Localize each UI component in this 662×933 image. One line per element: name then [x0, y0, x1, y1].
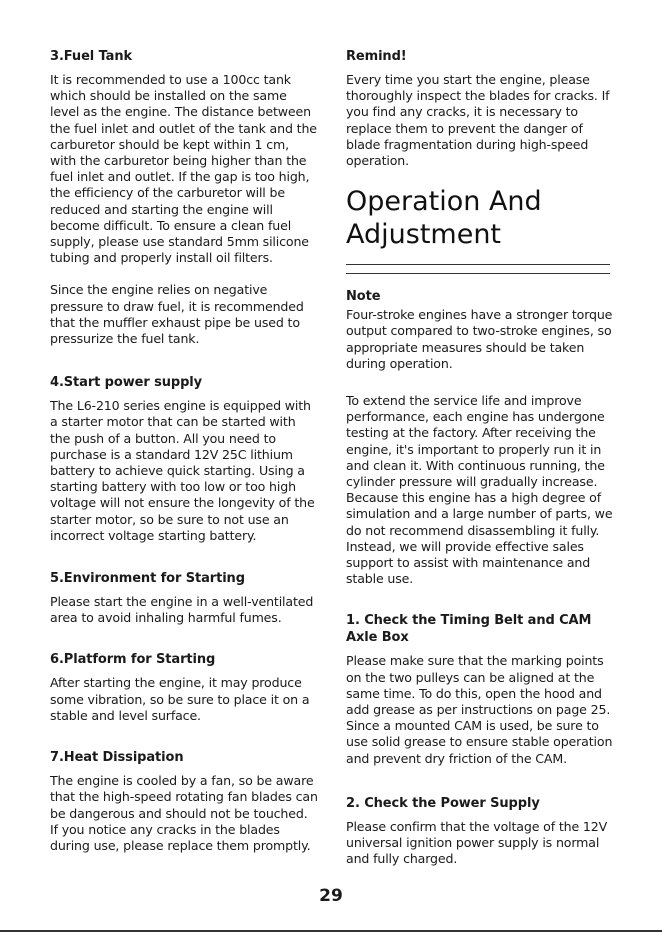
note-heading: Note	[346, 289, 381, 305]
power-body: Please confirm that the voltage of the 12V universal ignition power supply is normal and fully charged.	[346, 818, 608, 867]
environment-section	[50, 570, 318, 626]
start-power-heading: 4.Start power supply	[50, 375, 203, 391]
fuel-tank-paragraph-1: It is recommended to use a 100cc tank which should be installed on the same level as the engine. The distance between the fuel inlet and outlet of the tank and the carburetor should be kept within 1 cm, with the carburetor being higher than the fuel inlet and outlet. If the gap is too high, the efficiency of the carburetor will be reduced and starting the engine will become difficult. To ensure a clean fuel supply, please use standard 5mm silicone tubing and properly install oil filters.	[50, 72, 317, 266]
environment-heading: 5.Environment for Starting	[50, 571, 245, 587]
fuel-tank-heading: 3.Fuel Tank	[50, 49, 133, 64]
intro-paragraph: To extend the service life and improve performance, each engine has undergone testing at the factory. After receiving the engine, it's important to properly run it in and clean it. With continuous running, the cylinder pressure will gradually increase. Because this engine has a high degree of simulation and a large number of parts, we do not recommend disassembling it fully. Instead, we will provide effective sales support to assist with maintenance and stable use.	[346, 393, 613, 587]
platform-section	[50, 651, 318, 724]
remind-section	[346, 48, 618, 169]
timing-section	[346, 612, 618, 766]
platform-heading: 6.Platform for Starting	[50, 652, 216, 668]
power-section	[346, 795, 618, 868]
heat-body: The engine is cooled by a fan, so be aware that the high-speed rotating fan blades can be dangerous and should not be touched. If you notice any cracks in the blades during use, please replace them promptly.	[50, 773, 318, 853]
remind-heading: Remind!	[346, 49, 407, 64]
section-title-line-2: Adjustment	[346, 219, 502, 251]
note-section	[346, 288, 618, 372]
heat-section	[50, 749, 318, 854]
fuel-tank-paragraph-2: Since the engine relies on negative pressure to draw fuel, it is recommended that the muffler exhaust pipe be used to pressurize the fuel tank.	[50, 282, 304, 347]
remind-body: Every time you start the engine, please thoroughly inspect the blades for cracks. If you find any cracks, it is necessary to replace them to prevent the danger of blade fragmentation during high-speed operation.	[346, 72, 610, 169]
start-power-body: The L6-210 series engine is equipped with a starter motor that can be started with the push of a button. All you need to purchase is a standard 12V 25C lithium battery to achieve quick starting. Using a starting battery with too low or too high voltage will not ensure the longevity of the starter motor, so be sure to not use an incorrect voltage starting battery.	[50, 398, 315, 543]
title-rule-bottom	[346, 273, 610, 274]
page-number: 29	[319, 886, 343, 906]
platform-body: After starting the engine, it may produce some vibration, so be sure to place it on a stable and level surface.	[50, 675, 310, 723]
bottom-border	[0, 930, 662, 932]
left-column	[50, 48, 318, 854]
right-column	[346, 48, 618, 868]
power-heading: 2. Check the Power Supply	[346, 795, 540, 811]
timing-heading: 1. Check the Timing Belt and CAM Axle Box	[346, 613, 592, 646]
heat-heading: 7.Heat Dissipation	[50, 750, 184, 766]
start-power-section	[50, 374, 318, 544]
title-rule-top	[346, 264, 610, 265]
note-body: Four-stroke engines have a stronger torque output compared to two-stroke engines, so appropriate measures should be taken during operation.	[346, 307, 613, 371]
fuel-tank-section	[50, 48, 318, 347]
timing-body: Please make sure that the marking points on the two pulleys can be aligned at the same time. To do this, open the hood and add grease as per instructions on page 25. Since a mounted CAM is used, be sure to use solid grease to ensure stable operation and prevent dry friction of the CAM.	[346, 653, 613, 766]
environment-body: Please start the engine in a well-ventilated area to avoid inhaling harmful fumes.	[50, 594, 314, 626]
section-title-line-1: Operation And	[346, 186, 542, 218]
section-title	[346, 185, 618, 251]
